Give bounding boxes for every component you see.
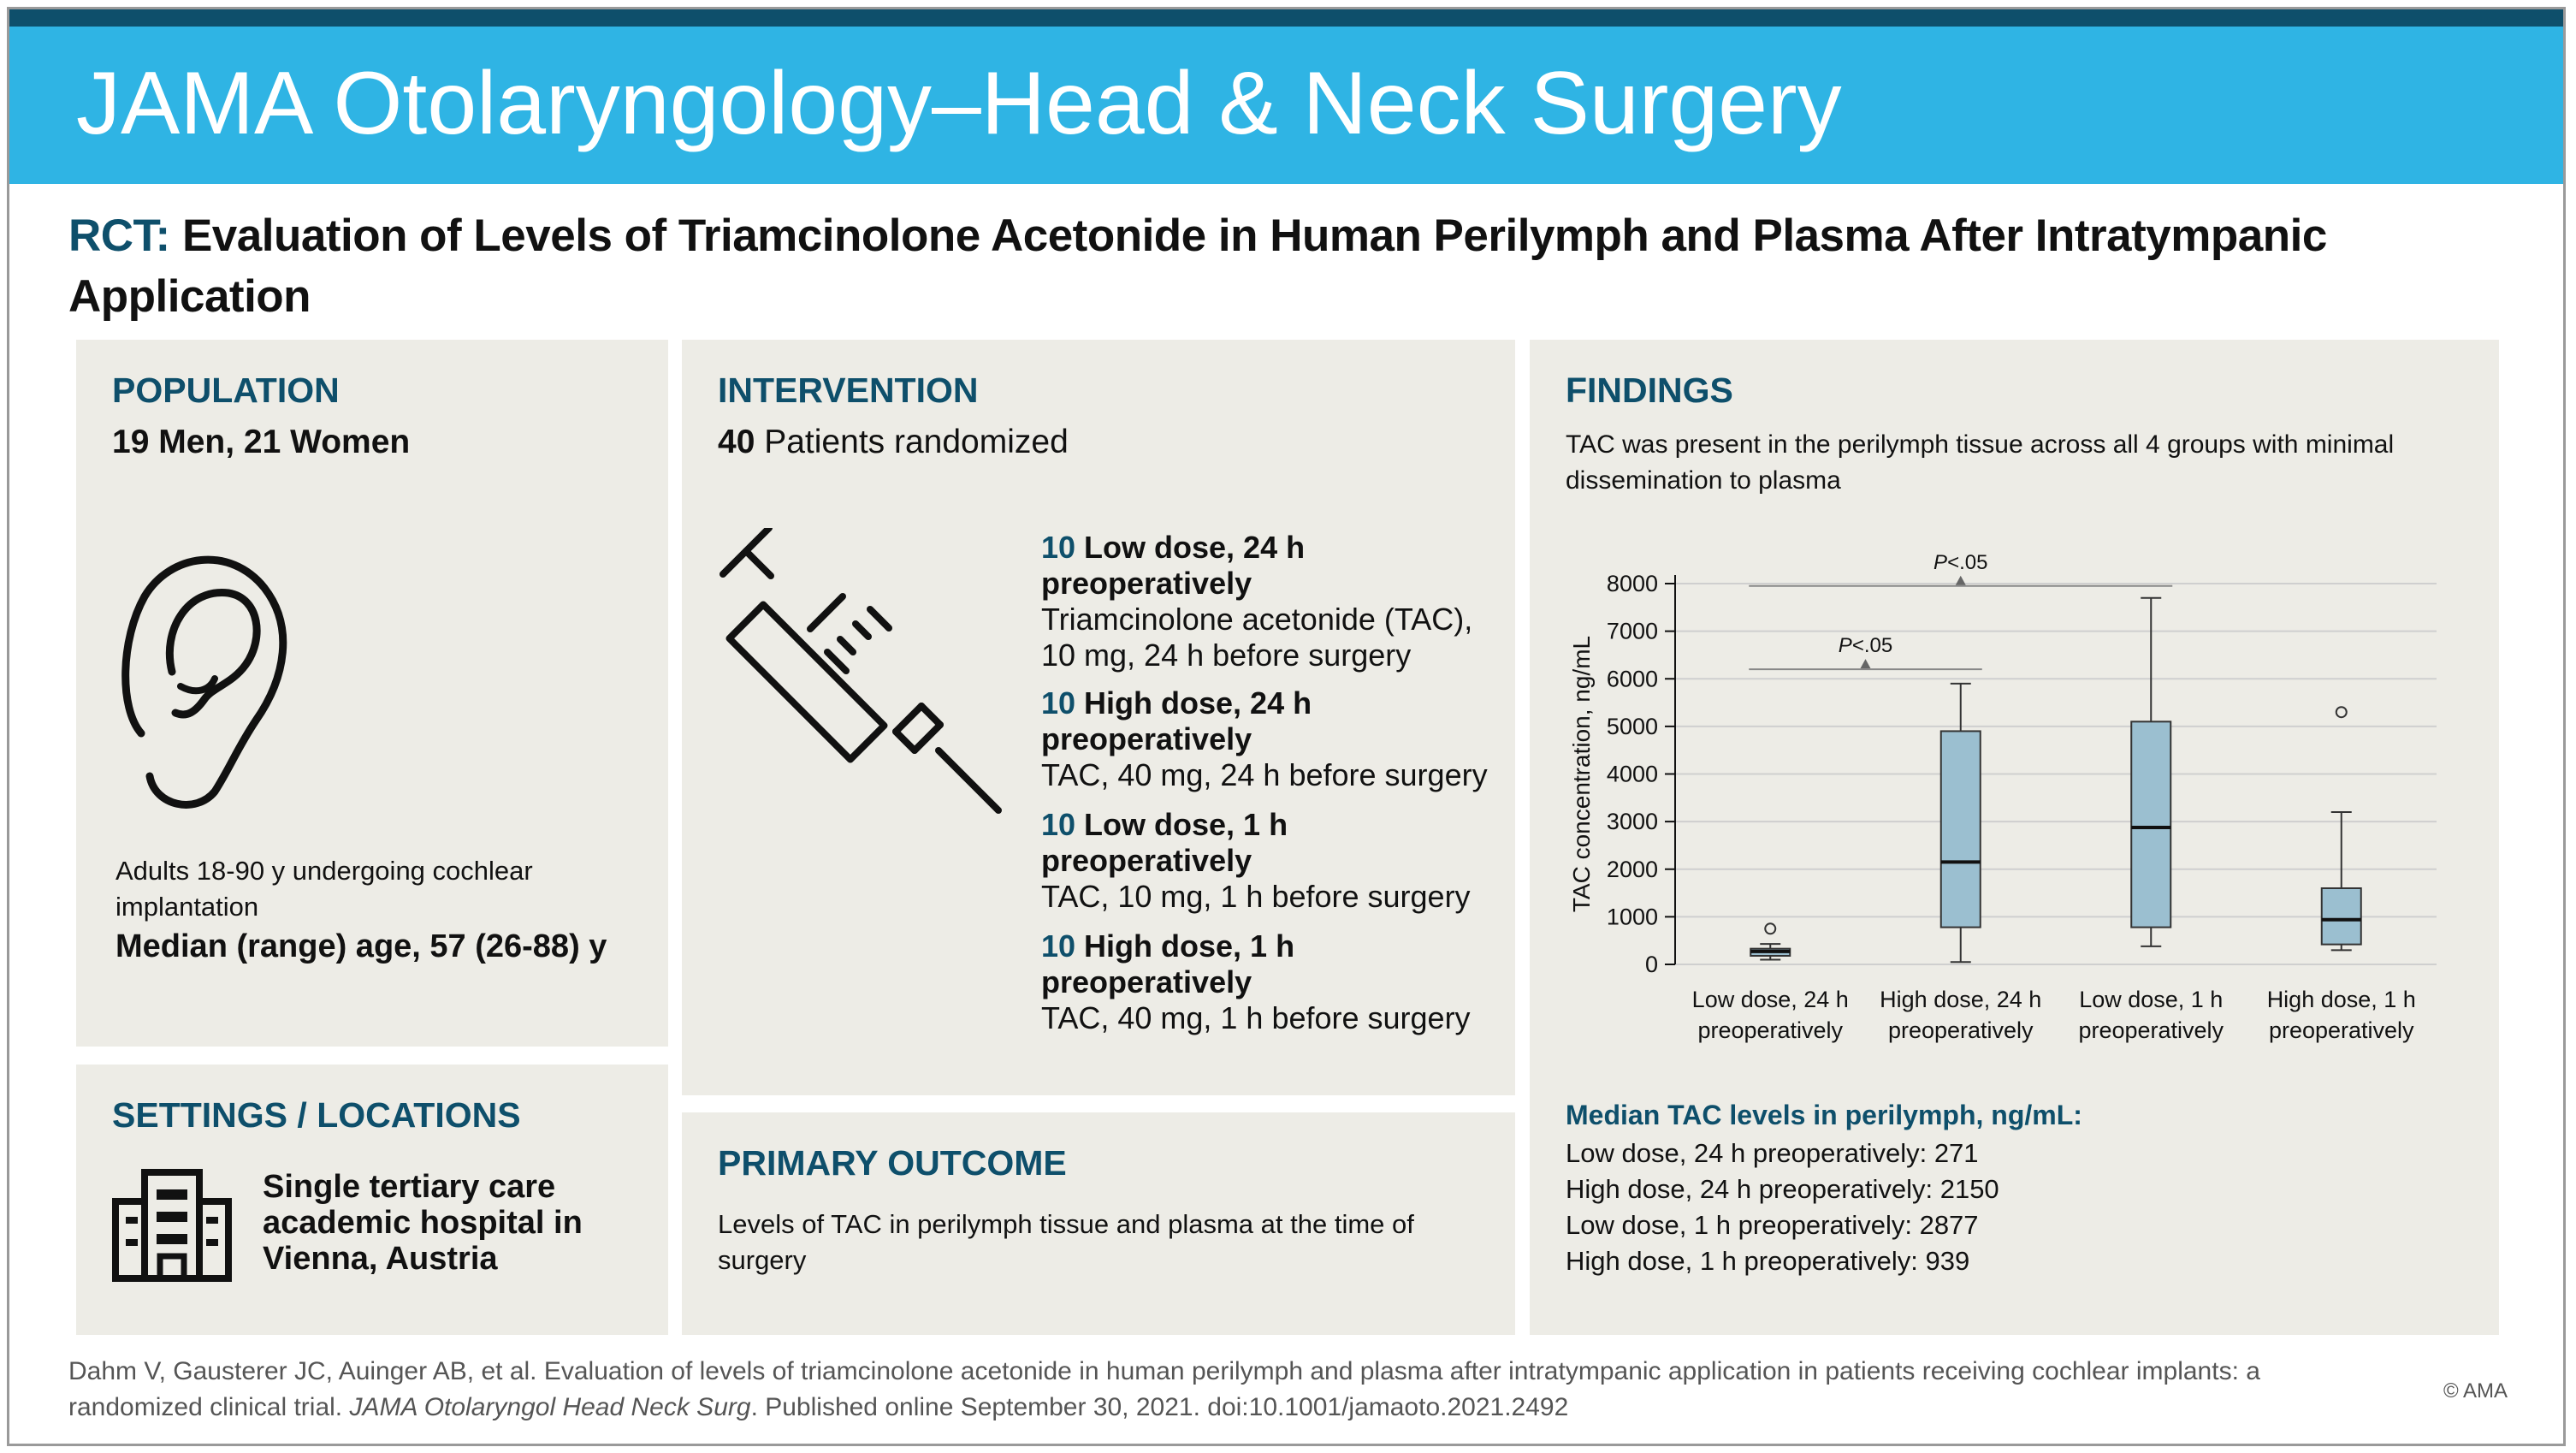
rct-title: Evaluation of Levels of Triamcinolone Acetonide in Human Perilymph and Plasma After Intratympanic Application xyxy=(68,211,2327,322)
randomized-text: Patients randomized xyxy=(764,424,1069,460)
dose-group-title: High dose, 1 h preoperatively xyxy=(1041,928,1295,999)
dose-group-count: 10 xyxy=(1041,530,1085,565)
findings-heading: FINDINGS xyxy=(1566,371,1733,410)
y-tick-label: 5000 xyxy=(1606,713,1658,739)
dose-group-item xyxy=(1041,807,1503,915)
copyright: © AMA xyxy=(2443,1379,2508,1403)
y-tick-label: 8000 xyxy=(1606,571,1658,596)
citation-part-1: Dahm V, Gausterer JC, Auinger AB, et al. Evaluation of levels of triamcinolone acetonide in human perilymph and plasma after intratympanic application in patients receiving cochlear implants: a randomized clinical trial. xyxy=(68,1357,2260,1421)
x-tick-label: preoperatively xyxy=(1697,1017,1844,1043)
median-item: High dose, 24 h preoperatively: 2150 xyxy=(1566,1174,1999,1204)
hospital-building-icon xyxy=(112,1167,232,1282)
dose-group-title: Low dose, 1 h preoperatively xyxy=(1041,807,1288,878)
dose-group-detail: Triamcinolone acetonide (TAC), 10 mg, 24 h before surgery xyxy=(1041,602,1473,673)
population-age: Median (range) age, 57 (26-88) y xyxy=(115,928,607,964)
y-tick-label: 1000 xyxy=(1606,904,1658,930)
intervention-panel xyxy=(682,340,1515,1095)
primary-outcome-text: Levels of TAC in perilymph tissue and plasma at the time of surgery xyxy=(718,1209,1414,1275)
x-tick-label: preoperatively xyxy=(2268,1017,2414,1043)
population-panel xyxy=(76,340,668,1047)
dose-group-item xyxy=(1041,928,1503,1036)
population-heading: POPULATION xyxy=(112,371,340,410)
dose-group-count: 10 xyxy=(1041,807,1085,842)
box-outlier xyxy=(1765,923,1775,934)
box-iqr xyxy=(1941,731,1981,927)
dose-group-detail: TAC, 40 mg, 24 h before surgery xyxy=(1041,757,1488,792)
randomized-count: 40 xyxy=(718,424,755,460)
x-tick-label: High dose, 1 h xyxy=(2266,987,2416,1012)
y-tick-label: 3000 xyxy=(1606,809,1658,835)
intervention-heading: INTERVENTION xyxy=(718,371,979,410)
population-description: Adults 18-90 y undergoing cochlear implantation xyxy=(115,856,533,922)
boxplot-chart xyxy=(1530,537,2499,1067)
x-tick-label: preoperatively xyxy=(2078,1017,2224,1043)
y-tick-label: 4000 xyxy=(1606,761,1658,787)
settings-panel xyxy=(76,1065,668,1335)
significance-marker xyxy=(1956,576,1966,585)
y-tick-label: 7000 xyxy=(1606,618,1658,644)
ear-icon xyxy=(102,519,307,810)
findings-summary: TAC was present in the perilymph tissue across all 4 groups with minimal dissemination to plasma xyxy=(1566,430,2395,495)
study-title xyxy=(68,205,2378,327)
citation-part-2: . Published online September 30, 2021. doi:10.1001/jamaoto.2021.2492 xyxy=(750,1393,1569,1421)
settings-text: Single tertiary care academic hospital in Vienna, Austria xyxy=(263,1169,583,1277)
dose-group-detail: TAC, 10 mg, 1 h before surgery xyxy=(1041,879,1471,914)
dose-group-detail: TAC, 40 mg, 1 h before surgery xyxy=(1041,1000,1471,1035)
median-item: Low dose, 1 h preoperatively: 2877 xyxy=(1566,1210,1979,1240)
x-tick-label: High dose, 24 h xyxy=(1880,987,2042,1012)
x-tick-label: Low dose, 1 h xyxy=(2079,987,2224,1012)
syringe-icon xyxy=(716,528,1016,827)
dose-group-title: Low dose, 24 h preoperatively xyxy=(1041,530,1306,601)
x-tick-label: Low dose, 24 h xyxy=(1691,987,1849,1012)
median-item: High dose, 1 h preoperatively: 939 xyxy=(1566,1246,1970,1276)
primary-outcome-panel xyxy=(682,1112,1515,1335)
settings-heading: SETTINGS / LOCATIONS xyxy=(112,1095,521,1135)
journal-banner xyxy=(9,27,2563,184)
y-tick-label: 2000 xyxy=(1606,856,1658,882)
x-tick-label: preoperatively xyxy=(1887,1017,2034,1043)
randomized-line xyxy=(718,424,1069,461)
significance-label: P<.05 xyxy=(1838,634,1893,658)
median-item: Low dose, 24 h preoperatively: 271 xyxy=(1566,1138,1979,1168)
top-accent-strip xyxy=(9,9,2563,27)
journal-title: JAMA Otolaryngology–Head & Neck Surgery xyxy=(76,54,1842,153)
dose-group-count: 10 xyxy=(1041,928,1085,964)
citation xyxy=(68,1354,2293,1426)
y-tick-label: 6000 xyxy=(1606,666,1658,692)
dose-group-count: 10 xyxy=(1041,685,1085,721)
rct-label: RCT: xyxy=(68,211,170,261)
dose-group-item xyxy=(1041,685,1503,793)
dose-group-title: High dose, 24 h preoperatively xyxy=(1041,685,1312,756)
significance-marker xyxy=(1861,659,1871,668)
significance-label: P<.05 xyxy=(1933,550,1988,574)
box-iqr xyxy=(2322,888,2361,945)
box-outlier xyxy=(2336,707,2347,717)
primary-outcome-heading: PRIMARY OUTCOME xyxy=(718,1143,1067,1183)
findings-panel xyxy=(1530,340,2499,1335)
y-tick-label: 0 xyxy=(1644,952,1658,977)
y-axis-label: TAC concentration, ng/mL xyxy=(1568,635,1595,913)
box-iqr xyxy=(2131,721,2170,927)
median-list xyxy=(1566,1136,1999,1279)
citation-journal: JAMA Otolaryngol Head Neck Surg xyxy=(349,1393,751,1421)
population-counts: 19 Men, 21 Women xyxy=(112,424,411,460)
dose-group-item xyxy=(1041,530,1503,673)
median-heading: Median TAC levels in perilymph, ng/mL: xyxy=(1566,1100,2082,1130)
